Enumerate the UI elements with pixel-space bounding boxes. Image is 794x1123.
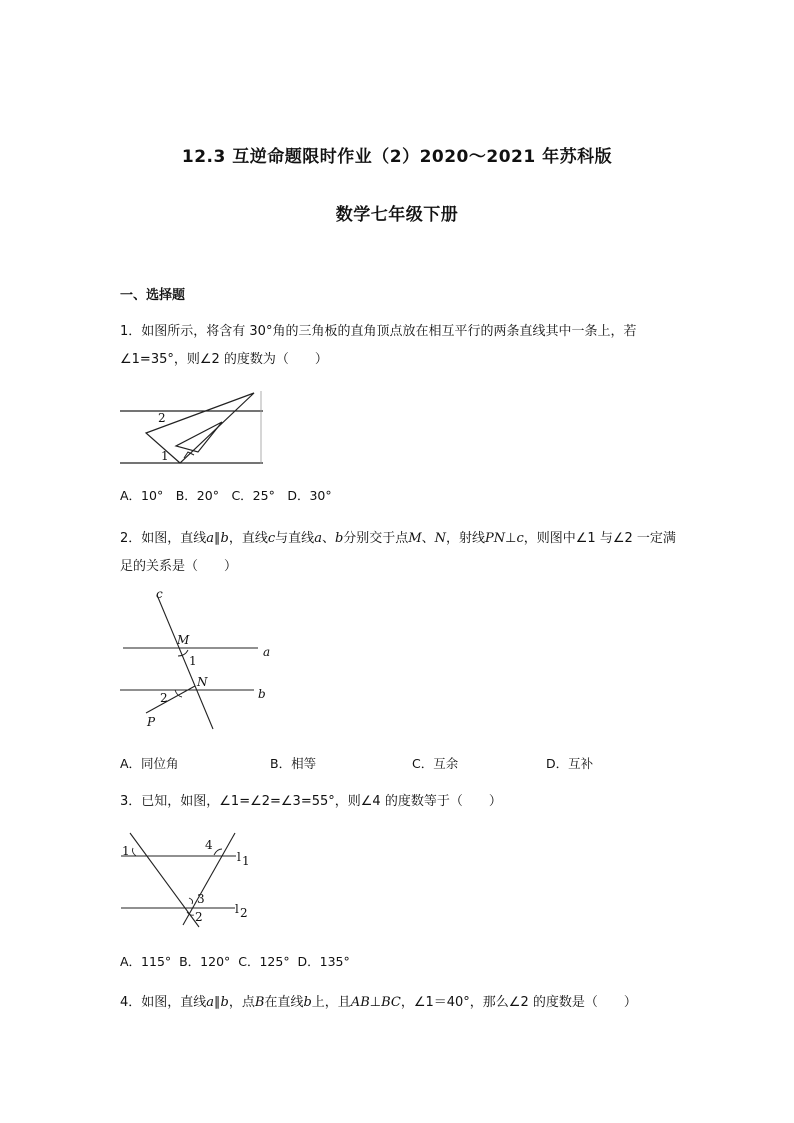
question-4-text: 4．如图，直线a∥b，点B在直线b上，且AB⊥BC，∠1＝40°，那么∠2 的度数是（ ） — [120, 995, 637, 1010]
q2-option-a: A．同位角 — [120, 756, 179, 771]
question-3-options: A．115° B．120° C．125° D．135° — [120, 954, 350, 969]
question-1-text: 1．如图所示，将含有 30°角的三角板的直角顶点放在相互平行的两条直线其中一条上，若∠1=35°，则∠2 的度数为（ ） — [120, 324, 637, 367]
q2-label-1: 1 — [189, 654, 197, 668]
q2-option-d: D．互补 — [546, 756, 594, 771]
question-2-text: 2．如图，直线a∥b，直线c与直线a、b分别交于点M、N，射线PN⊥c，则图中∠1 与∠2 一定满足的关系是（ ） — [120, 531, 676, 574]
title-line-1: 12.3 互逆命题限时作业（2）2020～2021 年苏科版 — [181, 147, 613, 167]
title-line-2: 数学七年级下册 — [335, 205, 459, 225]
q2-label-N: N — [197, 675, 208, 689]
q1-label-2: 2 — [158, 411, 166, 425]
section-heading: 一、选择题 — [120, 288, 186, 303]
question-3-text: 3．已知，如图，∠1=∠2=∠3=55°，则∠4 的度数等于（ ） — [120, 794, 502, 809]
q1-label-1: 1 — [161, 449, 169, 463]
q3-label-l1-sub: 1 — [242, 854, 250, 868]
q3-label-4: 4 — [205, 838, 213, 852]
question-1-figure — [118, 388, 268, 468]
q2-label-2: 2 — [160, 691, 168, 705]
q2-label-b: b — [258, 687, 266, 701]
question-3-figure — [118, 830, 258, 930]
q3-label-2: 2 — [195, 910, 203, 924]
q2-label-M: M — [177, 633, 190, 647]
q3-label-l2: l — [235, 902, 239, 916]
q3-label-3: 3 — [197, 892, 205, 906]
question-1-options: A．10° B．20° C．25° D．30° — [120, 488, 332, 503]
q3-label-l1: l — [237, 850, 241, 864]
q2-label-c: c — [156, 587, 163, 601]
q2-option-b: B．相等 — [270, 756, 317, 771]
q2-option-c: C．互余 — [412, 756, 459, 771]
q3-label-l2-sub: 2 — [240, 906, 248, 920]
q2-label-a: a — [263, 645, 271, 659]
question-2-figure — [118, 586, 288, 736]
q3-label-1: 1 — [122, 844, 130, 858]
q2-label-P: P — [147, 715, 156, 729]
